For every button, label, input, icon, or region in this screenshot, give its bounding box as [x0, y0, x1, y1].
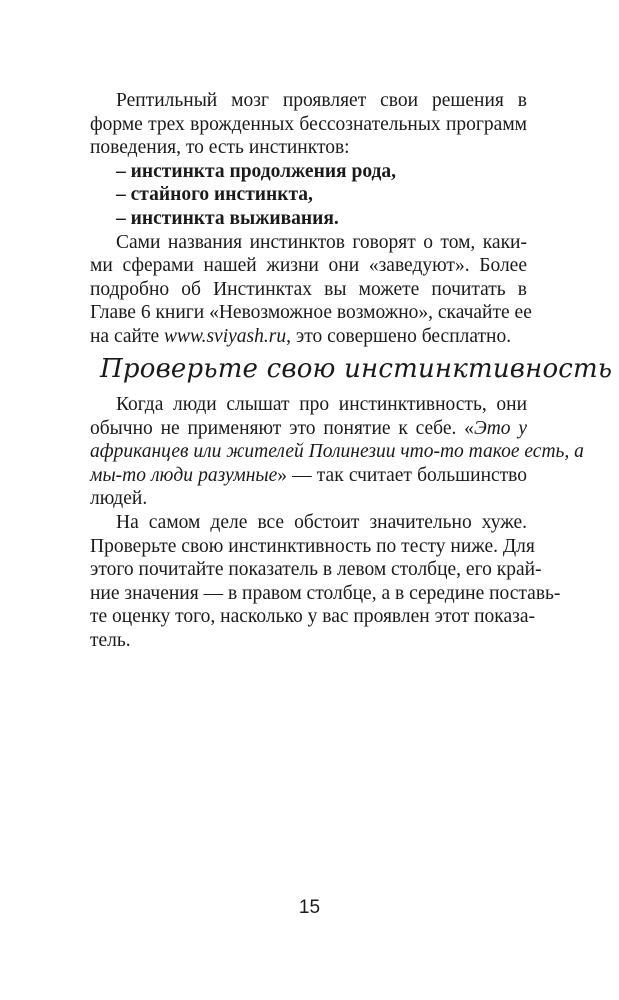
- page-number: 15: [298, 897, 321, 918]
- section-heading: Проверьте свою инстинктивность: [100, 354, 613, 384]
- paragraph-line: [90, 417, 527, 441]
- paragraph-line: ми сферами нашей жизни они «заведуют». Более: [90, 255, 527, 277]
- text-run: обычно не применяют это понятие к себе. «: [90, 417, 474, 439]
- paragraph-line: те оценку того, насколько у вас проявлен этот показа-: [90, 606, 535, 628]
- quote-run: африканцев или жителей Полинезии что-то такое есть, а: [90, 441, 584, 463]
- paragraph-line: Главе 6 книги «Невозможное возможно», скачайте ее: [90, 302, 532, 324]
- paragraph-line: [90, 325, 527, 349]
- paragraph-line: Проверьте свою инстинктивность по тесту ниже. Для: [90, 535, 535, 557]
- paragraph-line: Рептильный мозг проявляет свои решения в: [116, 90, 527, 111]
- section-check-instinctiveness: [90, 393, 584, 653]
- paragraph-line: тель.: [90, 629, 131, 651]
- section-instincts: [90, 89, 532, 349]
- paragraph-line: Сами названия инстинктов говорят о том, каки-: [116, 231, 527, 253]
- paragraph-line: На самом деле все обстоит значительно хуже.: [116, 511, 527, 533]
- paragraph-line: подробно об Инстинктах вы можете почитать в: [90, 278, 527, 300]
- paragraph-line: [90, 440, 584, 464]
- site-link: www.sviyash.ru: [164, 325, 287, 347]
- paragraph-line: поведения, то есть инстинктов:: [90, 137, 350, 159]
- list-item: – стайного инстинкта,: [116, 184, 313, 206]
- paragraph-line: людей.: [90, 488, 148, 510]
- quote-run: Это у: [473, 417, 528, 439]
- paragraph-line: ние значения — в правом столбце, а в середине поставь-: [90, 582, 561, 604]
- text-run: , это совершено бесплатно.: [286, 325, 512, 347]
- paragraph-line: [90, 464, 527, 488]
- list-item: – инстинкта выживания.: [116, 207, 339, 229]
- list-item: – инстинкта продолжения рода,: [116, 160, 396, 182]
- paragraph-line: Когда люди слышат про инстинктивность, они: [116, 394, 527, 415]
- paragraph-line: этого почитайте показатель в левом столбце, его край-: [90, 559, 542, 581]
- text-run: на сайте: [90, 325, 165, 347]
- text-run: » — так считает большинство: [277, 464, 528, 486]
- paragraph-line: форме трех врожденных бессознательных программ: [90, 113, 527, 135]
- quote-run: мы-то люди разумные: [90, 464, 278, 486]
